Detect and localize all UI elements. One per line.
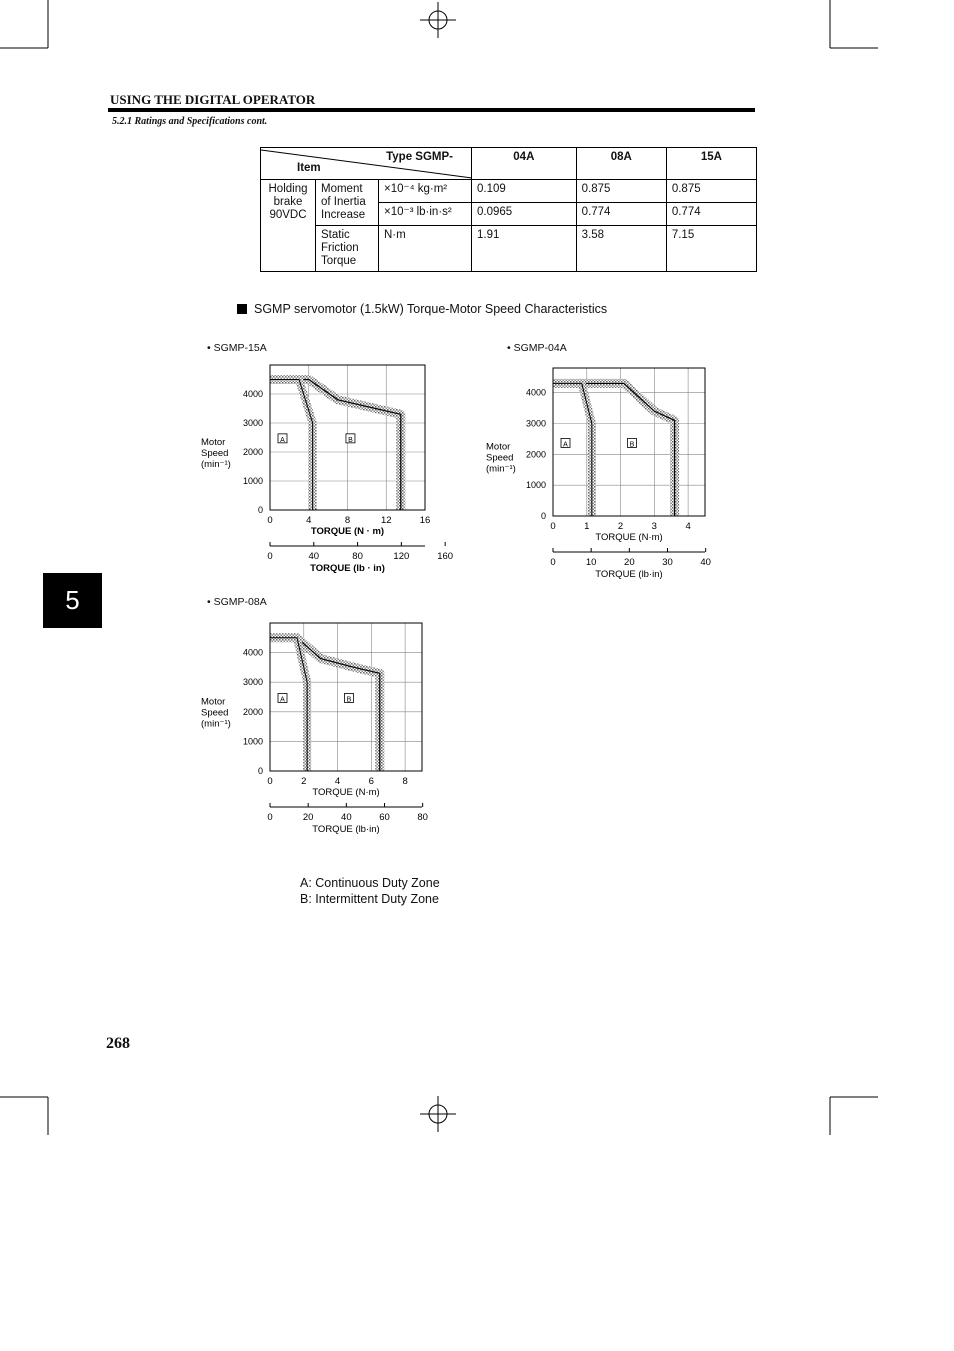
zone-b-line	[553, 383, 675, 516]
y-tick-label: 0	[540, 511, 546, 521]
y-tick-label: 3000	[242, 418, 263, 428]
static-line: Friction	[321, 242, 359, 254]
x-tick-label: 2	[617, 521, 624, 532]
y-tick-label: 4000	[242, 647, 263, 658]
zone-b-label: B	[346, 696, 352, 704]
x2-tick-label: 80	[352, 551, 363, 562]
legend-intermittent: B: Intermittent Duty Zone	[300, 892, 439, 906]
zone-b-boundary	[270, 380, 401, 511]
y-axis-label: Speed	[201, 447, 229, 459]
y-tick-label: 2000	[242, 447, 263, 457]
group-line: Holding	[268, 183, 308, 195]
zone-b-boundary	[553, 383, 675, 516]
y-tick-label: 4000	[525, 387, 546, 398]
moment-line: Increase	[321, 209, 366, 221]
x-tick-label: 4	[306, 515, 312, 526]
chart-sgmp-08a	[195, 615, 440, 845]
x-tick-label: 2	[301, 776, 307, 787]
col-header-08a: 08A	[576, 148, 666, 180]
x-tick-label: 12	[380, 515, 392, 526]
zone-a-label: A	[280, 696, 285, 704]
moment-line: of Inertia	[321, 196, 366, 208]
y-axis-label: Speed	[201, 707, 229, 719]
y-tick-label: 0	[257, 505, 263, 515]
x2-tick-label: 20	[624, 557, 635, 568]
cell-15a-lbins2: 0.774	[666, 203, 756, 226]
zone-b-label: B	[348, 436, 353, 444]
subsection-header: 5.2.1 Ratings and Specifications cont.	[112, 116, 268, 127]
x-tick-label: 0	[267, 515, 273, 526]
type-label: Type SGMP-	[386, 151, 453, 163]
table-corner-cell	[261, 148, 472, 180]
zone-b-boundary	[270, 638, 380, 771]
static-line: Torque	[321, 255, 357, 267]
x-tick-label: 8	[402, 776, 408, 787]
legend-continuous: A: Continuous Duty Zone	[300, 876, 440, 890]
y-tick-label: 2000	[525, 449, 546, 460]
x2-axis-label: TORQUE (lb·in)	[312, 824, 380, 835]
x2-tick-label: 160	[437, 551, 454, 562]
col-header-04a: 04A	[472, 148, 577, 180]
chart-title-04a: • SGMP-04A	[507, 342, 567, 354]
y-tick-label: 1000	[525, 480, 546, 491]
x2-tick-label: 0	[267, 812, 273, 823]
unit-kgm2: ×10⁻⁴ kg·m²	[379, 180, 472, 203]
zone-b-label: B	[629, 441, 635, 449]
cell-04a-kgm2: 0.109	[472, 180, 577, 203]
y-tick-label: 3000	[242, 677, 263, 688]
x-axis-label: TORQUE (N·m)	[312, 787, 380, 798]
cell-04a-lbins2: 0.0965	[472, 203, 577, 226]
x2-tick-label: 40	[308, 551, 320, 562]
y-axis-label: (min⁻¹)	[486, 463, 516, 475]
zone-a-boundary	[553, 383, 592, 516]
chart-sgmp-04a	[480, 360, 720, 590]
y-axis-label: Speed	[486, 452, 514, 464]
moment-cell	[316, 180, 379, 226]
chart-title-15a: • SGMP-15A	[207, 342, 267, 354]
zone-a-label: A	[280, 436, 285, 444]
spec-table	[260, 147, 757, 272]
cell-08a-kgm2: 0.875	[576, 180, 666, 203]
x-tick-label: 8	[344, 515, 351, 526]
x-tick-label: 1	[584, 521, 590, 532]
chapter-tab: 5	[43, 573, 102, 628]
x2-tick-label: 40	[341, 812, 352, 823]
cell-04a-static: 1.91	[472, 226, 577, 272]
x-axis-label: TORQUE (N·m)	[595, 532, 663, 543]
x2-tick-label: 120	[393, 551, 410, 562]
y-axis-label: Motor	[201, 436, 226, 448]
unit-lbins2: ×10⁻³ lb·in·s²	[379, 203, 472, 226]
y-tick-label: 2000	[242, 706, 263, 717]
x-axis-label: TORQUE (N · m)	[310, 526, 385, 537]
x2-axis-label: TORQUE (lb·in)	[595, 569, 663, 580]
x2-tick-label: 30	[662, 557, 673, 568]
cell-15a-kgm2: 0.875	[666, 180, 756, 203]
static-line: Static	[321, 229, 350, 241]
x-tick-label: 6	[368, 776, 374, 787]
x-tick-label: 4	[334, 776, 341, 787]
y-tick-label: 0	[257, 766, 263, 776]
zone-a-line	[270, 638, 307, 771]
y-tick-label: 4000	[242, 389, 263, 399]
header-rule	[108, 108, 755, 112]
y-axis-label: Motor	[201, 696, 226, 708]
page-number: 268	[106, 1035, 130, 1052]
x-tick-label: 3	[651, 521, 657, 532]
cell-15a-static: 7.15	[666, 226, 756, 272]
item-label: Item	[297, 162, 321, 174]
y-axis-label: (min⁻¹)	[201, 718, 231, 730]
y-tick-label: 1000	[242, 476, 263, 486]
y-axis-label: (min⁻¹)	[201, 458, 231, 470]
zone-a-label: A	[563, 441, 568, 449]
x-tick-label: 16	[419, 515, 431, 526]
moment-line: Moment	[321, 183, 363, 195]
holding-brake-cell	[261, 180, 316, 272]
group-line: brake	[273, 196, 303, 208]
chart-sgmp-15a	[195, 355, 454, 575]
x2-tick-label: 10	[585, 557, 597, 568]
x2-tick-label: 60	[379, 812, 390, 823]
static-friction-cell	[316, 226, 379, 272]
square-bullet-icon	[237, 304, 247, 314]
unit-nm: N·m	[379, 226, 472, 272]
zone-a-boundary	[270, 380, 313, 511]
cell-08a-static: 3.58	[576, 226, 666, 272]
zone-legend	[300, 875, 440, 907]
x-tick-label: 4	[685, 521, 691, 532]
x2-tick-label: 80	[417, 812, 428, 823]
section-header: USING THE DIGITAL OPERATOR	[110, 92, 316, 107]
x2-tick-label: 40	[700, 557, 711, 568]
section-title	[237, 302, 607, 316]
x2-tick-label: 0	[267, 551, 273, 562]
col-header-15a: 15A	[666, 148, 756, 180]
y-axis-label: Motor	[486, 441, 511, 453]
x2-tick-label: 0	[550, 557, 556, 568]
chart-title-08a: • SGMP-08A	[207, 596, 267, 608]
y-tick-label: 1000	[242, 736, 263, 747]
y-tick-label: 3000	[525, 418, 546, 429]
section-title-text: SGMP servomotor (1.5kW) Torque-Motor Speed Characteristics	[254, 302, 608, 316]
group-line: 90VDC	[269, 209, 307, 221]
x-tick-label: 0	[550, 521, 556, 532]
cell-08a-lbins2: 0.774	[576, 203, 666, 226]
x2-tick-label: 20	[302, 812, 314, 823]
x-tick-label: 0	[267, 776, 273, 787]
x2-axis-label: TORQUE (lb · in)	[310, 563, 385, 574]
